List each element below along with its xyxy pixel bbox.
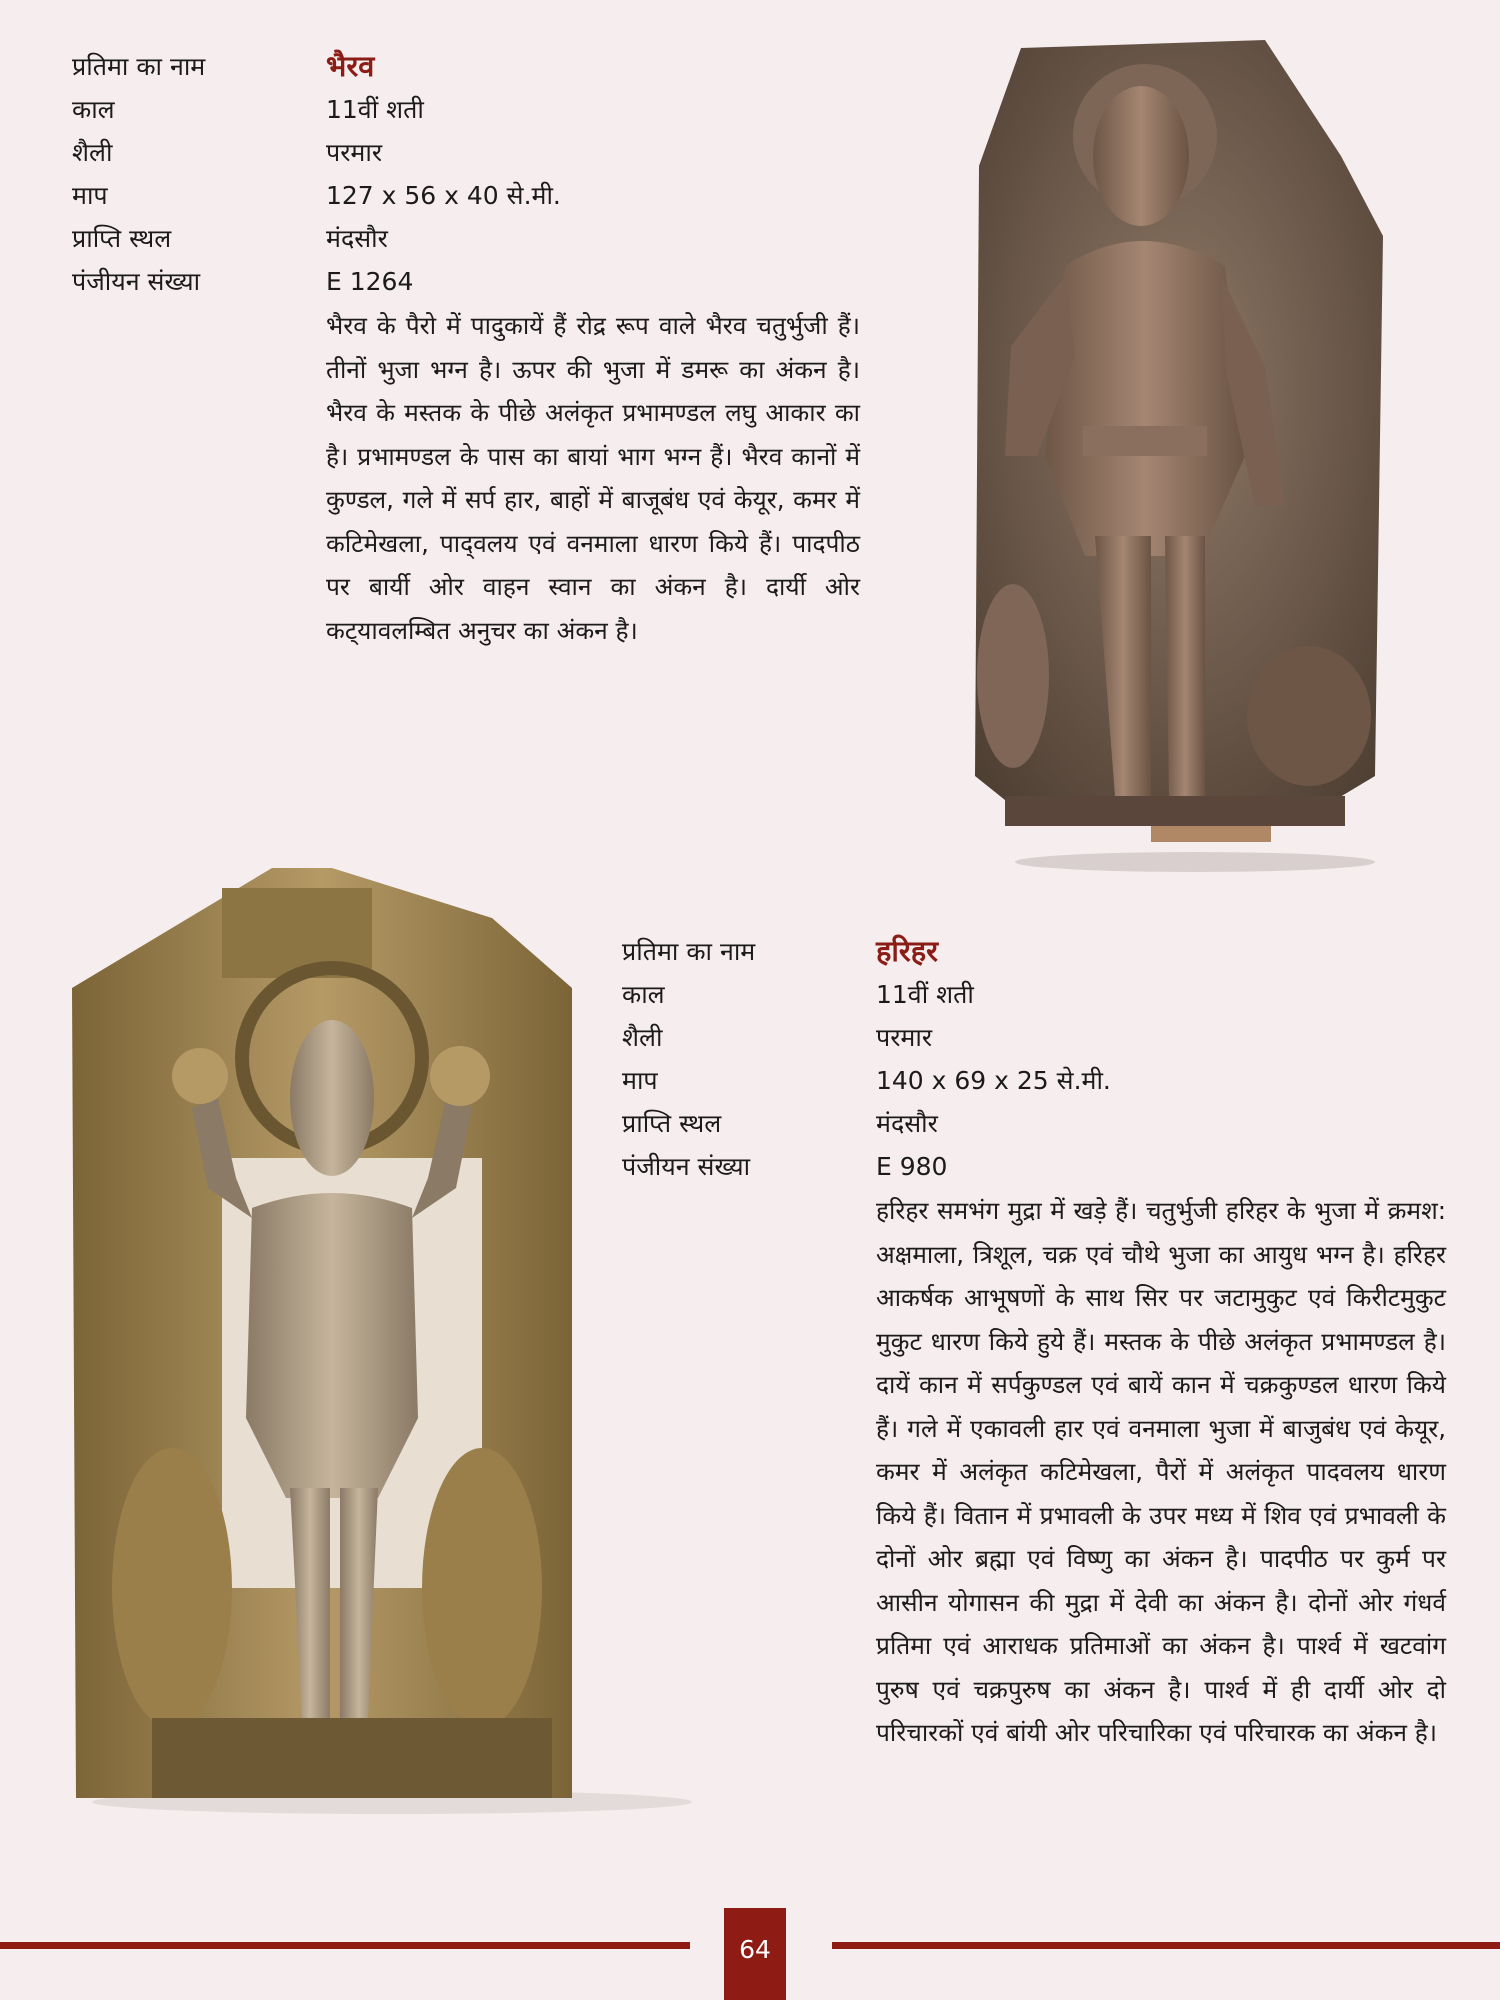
registration-value: E 980: [876, 1152, 948, 1181]
findspot-label: प्राप्ति स्थल: [622, 1109, 722, 1138]
findspot-label: प्राप्ति स्थल: [72, 224, 172, 253]
findspot-value: मंदसौर: [876, 1109, 938, 1138]
sculpture-description: भैरव के पैरो में पादुकायें हैं रोद्र रूप वाले भैरव चतुर्भुजी हैं। तीनों भुजा भग्न है। ऊपर की भुजा में डमरू का अंकन है। भैरव के मस्तक के पीछे अलंकृत प्रभामण्डल लघु आकार का है। प्रभामण्डल के पास का बायां भाग भग्न हैं। भैरव कानों में कुण्डल, गले में सर्प हार, बाहों में बाजूबंध एवं केयूर, कमर में कटिमेखला, पाद्‌वलय एवं वनमाला धारण किये हैं। पादपीठ पर बार्यी ओर वाहन स्वान का अंकन है। दार्यी ओर कट्‌यावलम्बित अनुचर का अंकन है।: [326, 311, 860, 645]
measure-value: 140 x 69 x 25 से.मी.: [876, 1066, 1111, 1095]
bhairav-sculpture-photo: [965, 36, 1397, 876]
registration-label: पंजीयन संख्या: [622, 1152, 751, 1181]
footer-rule-left: [0, 1942, 690, 1949]
period-value: 11वीं शती: [326, 95, 424, 124]
period-value: 11वीं शती: [876, 980, 974, 1009]
style-label: शैली: [72, 138, 113, 167]
style-value: परमार: [876, 1023, 933, 1052]
measure-value: 127 x 56 x 40 से.मी.: [326, 181, 561, 210]
registration-label: पंजीयन संख्या: [72, 267, 201, 296]
measure-label: माप: [72, 181, 108, 210]
page-number: 64: [724, 1908, 786, 2000]
sculpture-description: हरिहर समभंग मुद्रा में खड़े हैं। चतुर्भुजी हरिहर के भुजा में क्रमश: अक्षमाला, त्रिशूल, चक्र एवं चौथे भुजा का आयुध भग्न है। हरिहर आकर्षक आभूषणों के साथ सिर पर जटामुकुट एवं किरीटमुकुट मुकुट धारण किये हुये हैं। मस्तक के पीछे अलंकृत प्रभामण्डल है। दायें कान में सर्पकुण्डल एवं बायें कान में चक्रकुण्डल धारण किये हैं। गले में एकावली हार एवं वनमाला भुजा में बाजुबंध एवं केयूर, कमर में अलंकृत कटिमेखला, पैरों में अलंकृत पादवलय धारण किये हैं। वितान में प्रभावली के उपर मध्य में शिव एवं प्रभावली के दोनों ओर ब्रह्मा एवं विष्णु का अंकन है। पादपीठ पर कुर्म पर आसीन योगासन की मुद्रा में देवी का अंकन है। दोनों ओर गंधर्व प्रतिमा एवं आराधक प्रतिमाओं का अंकन है। पार्श्व में खटवांग पुरुष एवं चक्रपुरुष का अंकन है। पार्श्व में ही दार्यी ओर दो परिचारकों एवं बांयी ओर परिचारिका एवं परिचारक का अंकन है।: [876, 1196, 1446, 1747]
registration-value: E 1264: [326, 267, 414, 296]
sculpture-title: हरिहर: [876, 934, 939, 968]
period-label: काल: [622, 980, 665, 1009]
footer-rule-right: [832, 1942, 1500, 1949]
findspot-value: मंदसौर: [326, 224, 388, 253]
harihar-sculpture-photo: [72, 858, 702, 1816]
name-label: प्रतिमा का नाम: [72, 52, 206, 81]
sculpture-title: भैरव: [326, 49, 375, 83]
measure-label: माप: [622, 1066, 658, 1095]
style-label: शैली: [622, 1023, 663, 1052]
style-value: परमार: [326, 138, 383, 167]
name-label: प्रतिमा का नाम: [622, 937, 756, 966]
period-label: काल: [72, 95, 115, 124]
